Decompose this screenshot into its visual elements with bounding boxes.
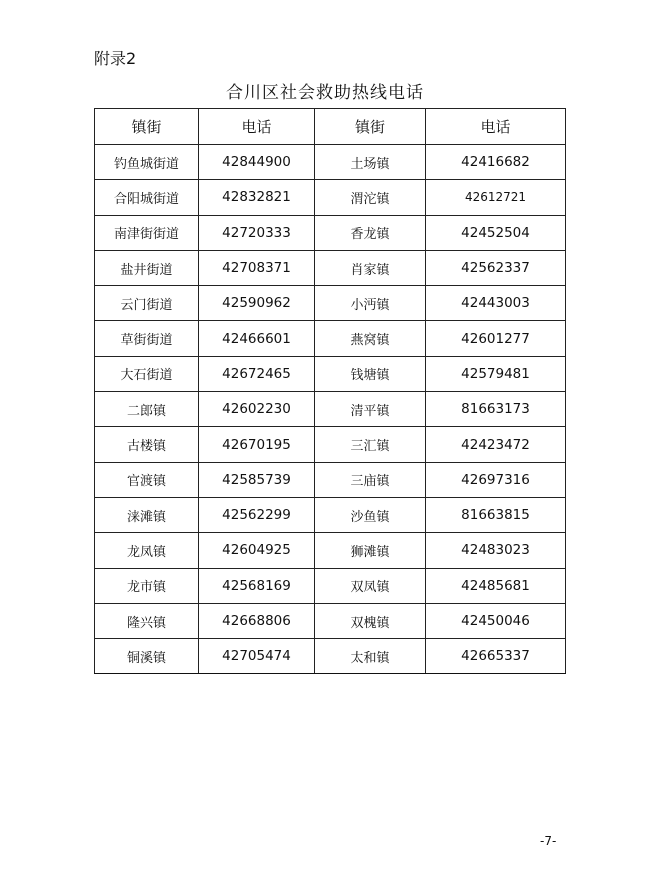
header-phone-left: 电话	[199, 109, 315, 145]
phone-number: 42562337	[426, 250, 566, 285]
town-name: 盐井街道	[95, 250, 199, 285]
town-name: 香龙镇	[315, 215, 426, 250]
phone-number: 42423472	[426, 427, 566, 462]
table-header-row	[95, 109, 566, 145]
town-name: 二郎镇	[95, 392, 199, 427]
town-name: 龙市镇	[95, 568, 199, 603]
phone-number: 42568169	[199, 568, 315, 603]
phone-number: 42844900	[199, 145, 315, 180]
table-row	[95, 462, 566, 497]
table-row	[95, 427, 566, 462]
page-number: -7-	[540, 834, 557, 848]
document-title: 合川区社会救助热线电话	[226, 83, 424, 103]
phone-number: 42466601	[199, 321, 315, 356]
phone-number: 42562299	[199, 497, 315, 532]
town-name: 土场镇	[315, 145, 426, 180]
phone-number: 42450046	[426, 603, 566, 638]
phone-number: 42720333	[199, 215, 315, 250]
phone-number: 42485681	[426, 568, 566, 603]
town-name: 清平镇	[315, 392, 426, 427]
town-name: 隆兴镇	[95, 603, 199, 638]
town-name: 官渡镇	[95, 462, 199, 497]
town-name: 双凤镇	[315, 568, 426, 603]
town-name: 涞滩镇	[95, 497, 199, 532]
town-name: 钱塘镇	[315, 356, 426, 391]
phone-number: 81663173	[426, 392, 566, 427]
hotline-table	[94, 108, 566, 674]
table-row	[95, 250, 566, 285]
town-name: 三庙镇	[315, 462, 426, 497]
town-name: 合阳城街道	[95, 180, 199, 215]
table-row	[95, 215, 566, 250]
phone-number: 81663815	[426, 497, 566, 532]
table-row	[95, 321, 566, 356]
town-name: 燕窝镇	[315, 321, 426, 356]
town-name: 南津街街道	[95, 215, 199, 250]
town-name: 狮滩镇	[315, 533, 426, 568]
town-name: 钓鱼城街道	[95, 145, 199, 180]
phone-number: 42668806	[199, 603, 315, 638]
town-name: 草街街道	[95, 321, 199, 356]
table-row	[95, 639, 566, 674]
phone-number: 42665337	[426, 639, 566, 674]
town-name: 沙鱼镇	[315, 497, 426, 532]
appendix-label: 附录2	[94, 49, 137, 68]
table-row	[95, 603, 566, 638]
phone-number: 42832821	[199, 180, 315, 215]
phone-number: 42416682	[426, 145, 566, 180]
phone-number: 42443003	[426, 286, 566, 321]
town-name: 肖家镇	[315, 250, 426, 285]
phone-number: 42602230	[199, 392, 315, 427]
phone-number: 42604925	[199, 533, 315, 568]
phone-number: 42705474	[199, 639, 315, 674]
town-name: 大石街道	[95, 356, 199, 391]
table-row	[95, 356, 566, 391]
town-name: 小沔镇	[315, 286, 426, 321]
phone-number: 42612721	[426, 180, 566, 215]
phone-number: 42483023	[426, 533, 566, 568]
town-name: 渭沱镇	[315, 180, 426, 215]
town-name: 三汇镇	[315, 427, 426, 462]
table-row	[95, 392, 566, 427]
phone-number: 42585739	[199, 462, 315, 497]
header-town-right: 镇街	[315, 109, 426, 145]
header-town-left: 镇街	[95, 109, 199, 145]
phone-number: 42590962	[199, 286, 315, 321]
table-row	[95, 497, 566, 532]
phone-number: 42670195	[199, 427, 315, 462]
town-name: 龙凤镇	[95, 533, 199, 568]
town-name: 云门街道	[95, 286, 199, 321]
town-name: 双槐镇	[315, 603, 426, 638]
table-row	[95, 568, 566, 603]
phone-number: 42601277	[426, 321, 566, 356]
town-name: 太和镇	[315, 639, 426, 674]
phone-number: 42452504	[426, 215, 566, 250]
town-name: 铜溪镇	[95, 639, 199, 674]
phone-number: 42697316	[426, 462, 566, 497]
table-row	[95, 180, 566, 215]
phone-number: 42708371	[199, 250, 315, 285]
phone-number: 42672465	[199, 356, 315, 391]
town-name: 古楼镇	[95, 427, 199, 462]
table-row	[95, 533, 566, 568]
phone-number: 42579481	[426, 356, 566, 391]
header-phone-right: 电话	[426, 109, 566, 145]
table-row	[95, 286, 566, 321]
table-row	[95, 145, 566, 180]
